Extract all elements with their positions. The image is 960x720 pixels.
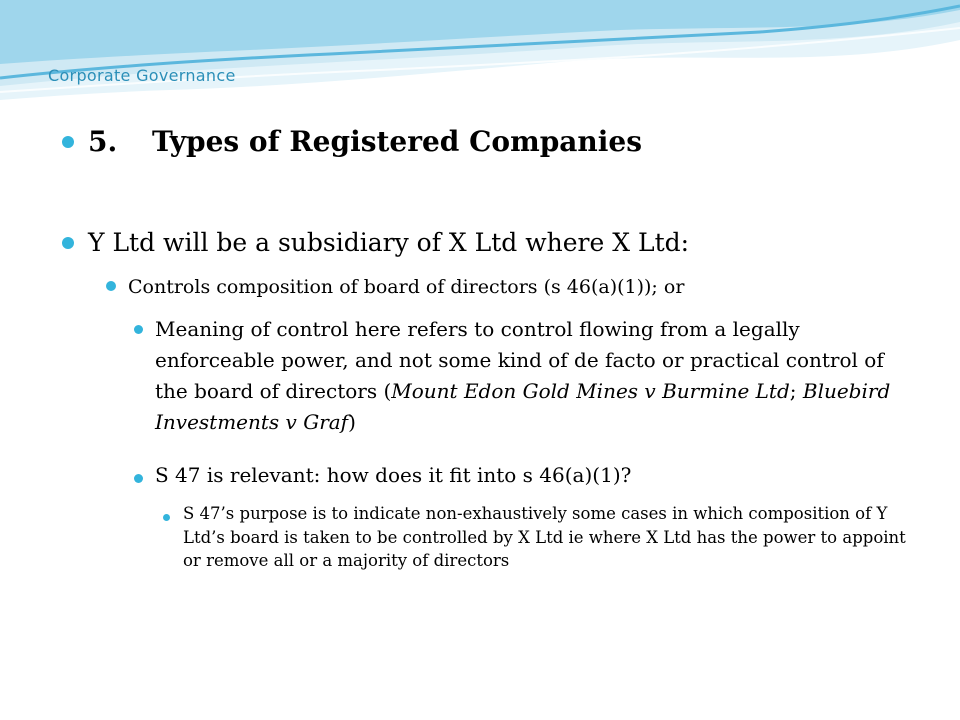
header-title: Corporate Governance [48, 66, 236, 85]
bullet-level2 [106, 281, 116, 291]
case-bluebird: Bluebird Investments v Graf [155, 379, 891, 434]
section-heading [88, 122, 908, 162]
controls-board-text: Controls composition of board of directors (s 46(a)(1)); or [128, 276, 685, 298]
meaning-text-before: Meaning of control here refers to control flowing from a legally enforceable power, and not some kind of de facto or practical control of the board of directors ( [155, 317, 884, 403]
case-separator: ; [789, 379, 803, 403]
meaning-text-after: ) [348, 410, 356, 434]
s47-purpose-text: S 47’s purpose is to indicate non-exhaustively some cases in which composition of Y Ltd’s board is taken to be controlled by X Ltd ie where X Ltd has the power to appoint or remove all or a majority of directors [183, 504, 906, 570]
bullet-level1 [62, 237, 74, 249]
section-number: 5. [88, 125, 118, 158]
subsidiary-intro: Y Ltd will be a subsidiary of X Ltd where X Ltd: [88, 228, 690, 257]
bullet-level3 [134, 325, 143, 334]
case-mount-edon: Mount Edon Gold Mines v Burmine Ltd [391, 379, 790, 403]
section-heading-text: Types of Registered Companies [152, 125, 642, 158]
bullet-level4 [163, 514, 170, 521]
meaning-of-control-text [155, 314, 895, 438]
s47-relevant-text: S 47 is relevant: how does it fit into s 46(a)(1)? [155, 463, 632, 487]
bullet-level1 [62, 136, 74, 148]
bullet-level3 [134, 474, 143, 483]
